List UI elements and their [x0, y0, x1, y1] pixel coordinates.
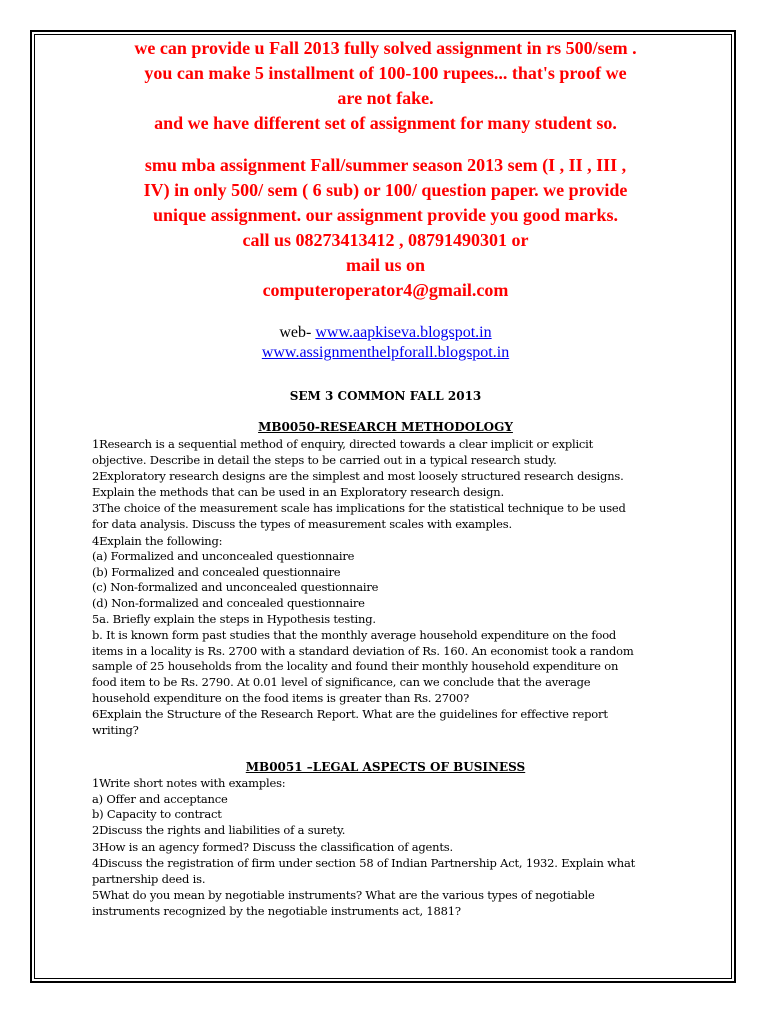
- email-address: computeroperator4@gmail.com: [262, 280, 509, 300]
- web-prefix: web-: [279, 324, 316, 341]
- question-line: (b) Formalized and concealed questionnaire: [92, 564, 341, 579]
- mail-label: mail us on: [345, 255, 426, 275]
- question-line: 1Write short notes with examples:: [92, 776, 286, 791]
- question-line: partnership deed is.: [92, 871, 206, 886]
- document-body: [92, 36, 679, 920]
- question-line: household expenditure on the food items is greater than Rs. 2700?: [92, 690, 470, 705]
- question-line: 5What do you mean by negotiable instruments? What are the various types of negotiable: [92, 888, 595, 903]
- advert-line: and we have different set of assignment for many student so.: [154, 113, 617, 133]
- advert-line: are not fake.: [337, 88, 434, 108]
- course-questions-mb0051: [92, 776, 679, 919]
- question-line: 1Research is a sequential method of enquiry, directed towards a clear implicit or explicit: [92, 437, 594, 451]
- advert-line: smu mba assignment Fall/summer season 2013 sem (I , II , III ,: [144, 155, 627, 175]
- web-link-aapkiseva[interactable]: www.aapkiseva.blogspot.in: [315, 324, 492, 341]
- question-line: instruments recognized by the negotiable instruments act, 1881?: [92, 904, 461, 919]
- question-line: 3The choice of the measurement scale has implications for the statistical technique to be used: [92, 501, 626, 516]
- question-line: objective. Describe in detail the steps to be carried out in a typical research study.: [92, 452, 557, 467]
- question-line: items in a locality is Rs. 2700 with a standard deviation of Rs. 160. An economist took a random: [92, 643, 634, 658]
- advert-line: you can make 5 installment of 100-100 rupees... that's proof we: [144, 63, 627, 83]
- question-line: Explain the methods that can be used in an Exploratory research design.: [92, 484, 504, 499]
- question-line: a) Offer and acceptance: [92, 791, 228, 806]
- advert-line: we can provide u Fall 2013 fully solved assignment in rs 500/sem .: [134, 38, 637, 58]
- question-line: 4Explain the following:: [92, 533, 223, 548]
- question-line: food item to be Rs. 2790. At 0.01 level of significance, can we conclude that the average: [92, 674, 591, 689]
- question-line: writing?: [92, 722, 139, 737]
- question-line: 2Discuss the rights and liabilities of a surety.: [92, 823, 346, 838]
- course-questions-mb0050: [92, 437, 679, 738]
- question-line: (d) Non-formalized and concealed questionnaire: [92, 595, 365, 610]
- question-line: b) Capacity to contract: [92, 807, 222, 822]
- question-line: b. It is known form past studies that the monthly average household expenditure on the food: [92, 628, 617, 643]
- course-title-mb0051: MB0051 –LEGAL ASPECTS OF BUSINESS: [245, 760, 526, 775]
- semester-title: SEM 3 COMMON FALL 2013: [289, 389, 482, 403]
- question-line: (a) Formalized and unconcealed questionnaire: [92, 549, 355, 564]
- question-line: 3How is an agency formed? Discuss the classification of agents.: [92, 839, 453, 854]
- advert-line: unique assignment. our assignment provide you good marks.: [153, 205, 618, 225]
- web-links: [92, 323, 679, 363]
- question-line: 2Exploratory research designs are the simplest and most loosely structured research designs.: [92, 469, 624, 484]
- course-title-mb0050: MB0050-RESEARCH METHODOLOGY: [258, 420, 513, 434]
- question-line: 5a. Briefly explain the steps in Hypothesis testing.: [92, 611, 376, 626]
- question-line: sample of 25 households from the locality and found their monthly household expenditure on: [92, 659, 619, 674]
- question-line: (c) Non-formalized and unconcealed questionnaire: [92, 580, 379, 595]
- advert-line: call us 08273413412 , 08791490301 or: [242, 230, 529, 250]
- question-line: for data analysis. Discuss the types of measurement scales with examples.: [92, 516, 512, 531]
- question-line: 4Discuss the registration of firm under section 58 of Indian Partnership Act, 1932. Explain what: [92, 856, 636, 871]
- advert-line: IV) in only 500/ sem ( 6 sub) or 100/ question paper. we provide: [143, 180, 628, 200]
- question-line: 6Explain the Structure of the Research Report. What are the guidelines for effective report: [92, 707, 608, 722]
- web-link-assignmenthelp[interactable]: www.assignmenthelpforall.blogspot.in: [261, 344, 510, 361]
